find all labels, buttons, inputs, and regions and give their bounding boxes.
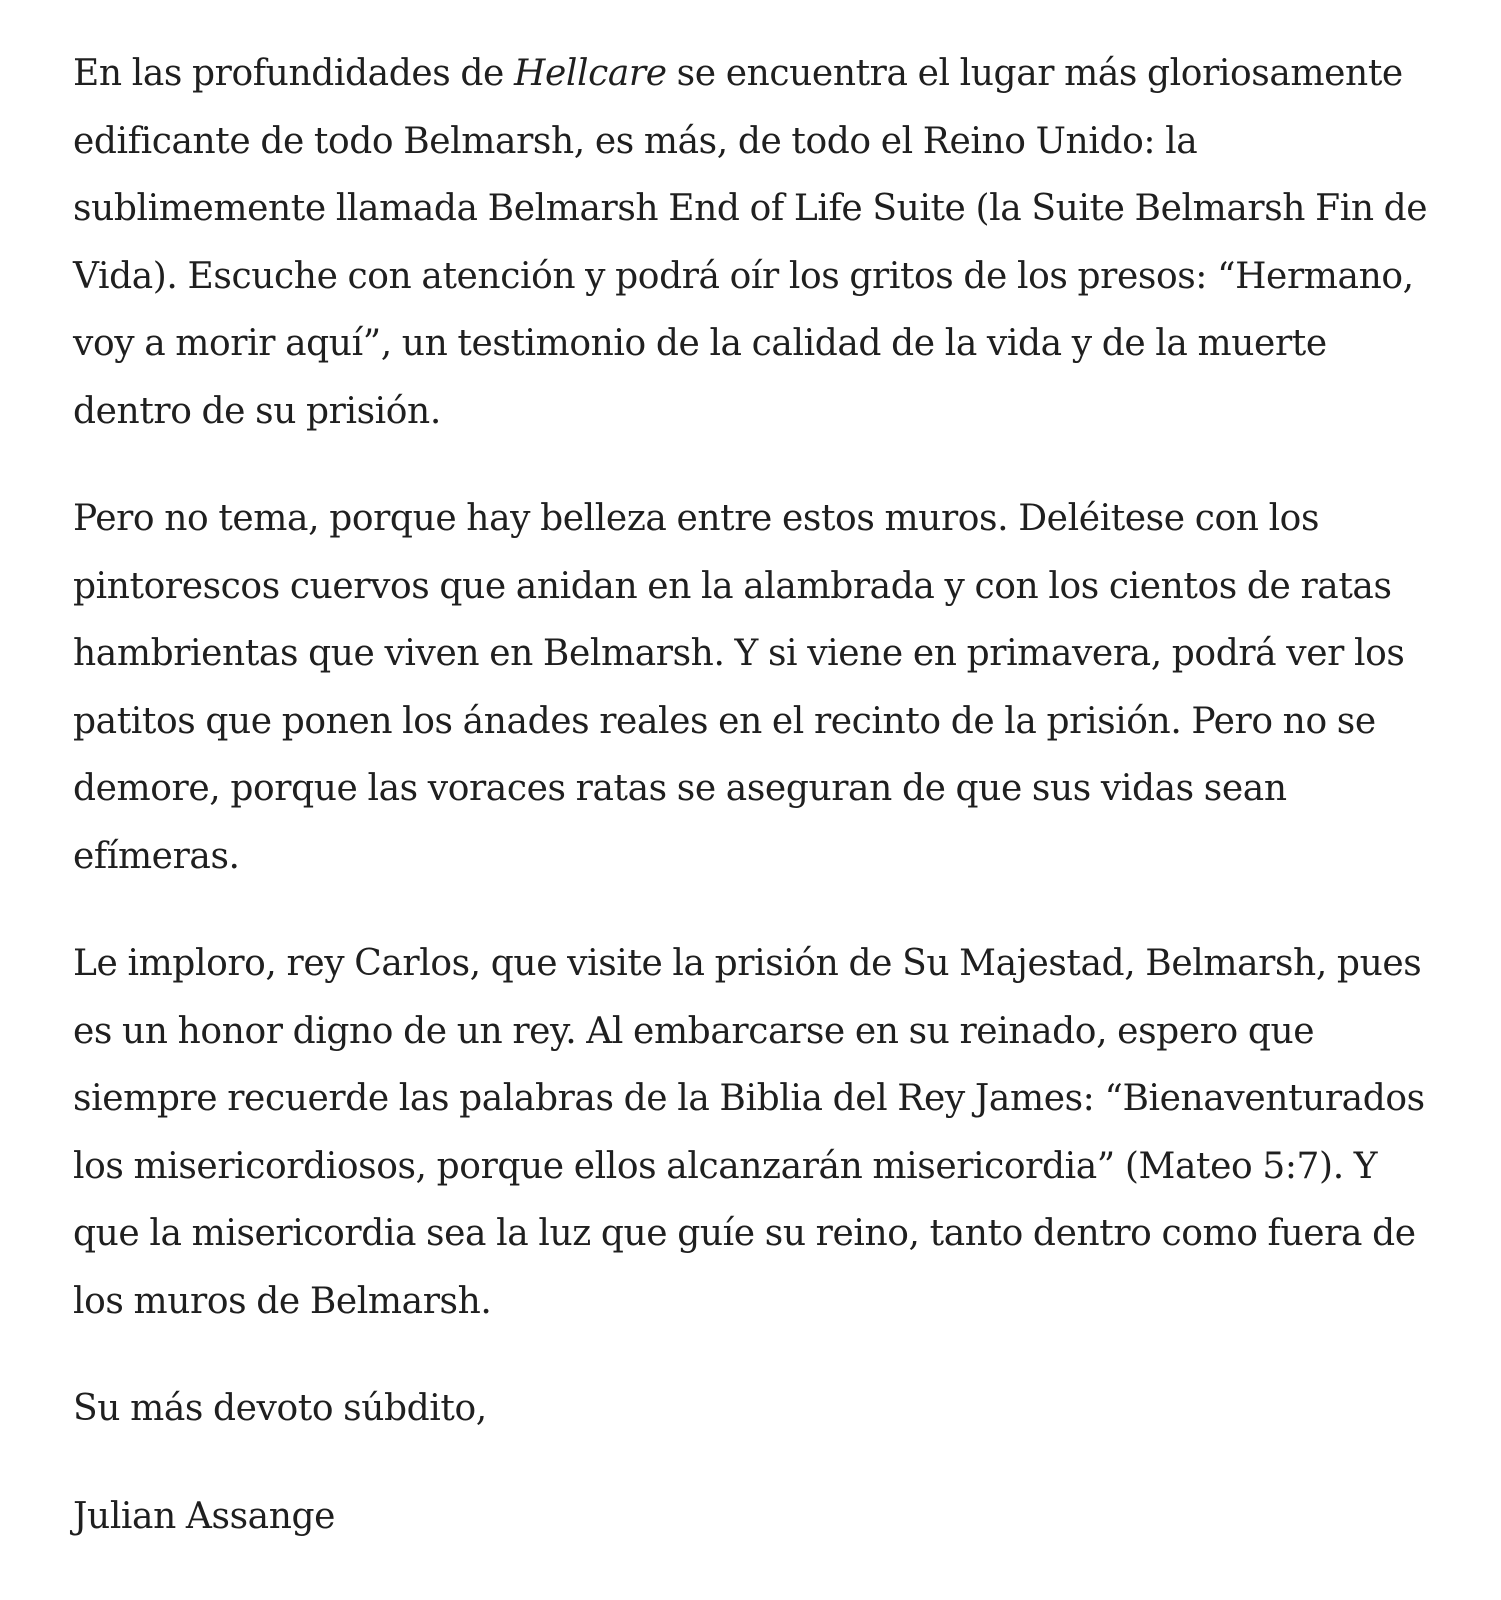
letter-body <box>73 40 1453 1550</box>
paragraph-1-text-2: se encuentra el lugar más gloriosamente edificante de todo Belmarsh, es más, de todo el Reino Unido: la sublimemente llamada Belmarsh End of Life Suite (la Suite Belmarsh Fin de Vida). Escuche con atención y podrá oír los gritos de los presos: “Hermano, voy a morir aquí”, un testimonio de la calidad de la vida y de la muerte dentro de su prisión. <box>73 53 1428 432</box>
closing-line: Su más devoto súbdito, <box>73 1388 487 1429</box>
paragraph-1-italic-text: Hellcare <box>513 53 667 94</box>
signature-name: Julian Assange <box>73 1495 336 1537</box>
paragraph-2-text: Pero no tema, porque hay belleza entre estos muros. Deléitese con los pintorescos cuervos que anidan en la alambrada y con los cientos de ratas hambrientas que viven en Belmarsh. Y si viene en primavera, podrá ver los patitos que ponen los ánades reales en el recinto de la prisión. Pero no se demore, porque las voraces ratas se aseguran de que sus vidas sean efímeras. <box>73 498 1405 877</box>
paragraph-2 <box>73 485 1453 890</box>
paragraph-1-text-1: En las profundidades de <box>73 53 514 94</box>
paragraph-3 <box>73 930 1453 1335</box>
paragraph-3-text: Le imploro, rey Carlos, que visite la prisión de Su Majestad, Belmarsh, pues es un honor digno de un rey. Al embarcarse en su reinado, espero que siempre recuerde las palabras de la Biblia del Rey James: “Bienaventurados los misericordiosos, porque ellos alcanzarán misericordia” (Mateo 5:7). Y que la misericordia sea la luz que guíe su reino, tanto dentro como fuera de los muros de Belmarsh. <box>73 943 1425 1322</box>
paragraph-1 <box>73 40 1453 445</box>
